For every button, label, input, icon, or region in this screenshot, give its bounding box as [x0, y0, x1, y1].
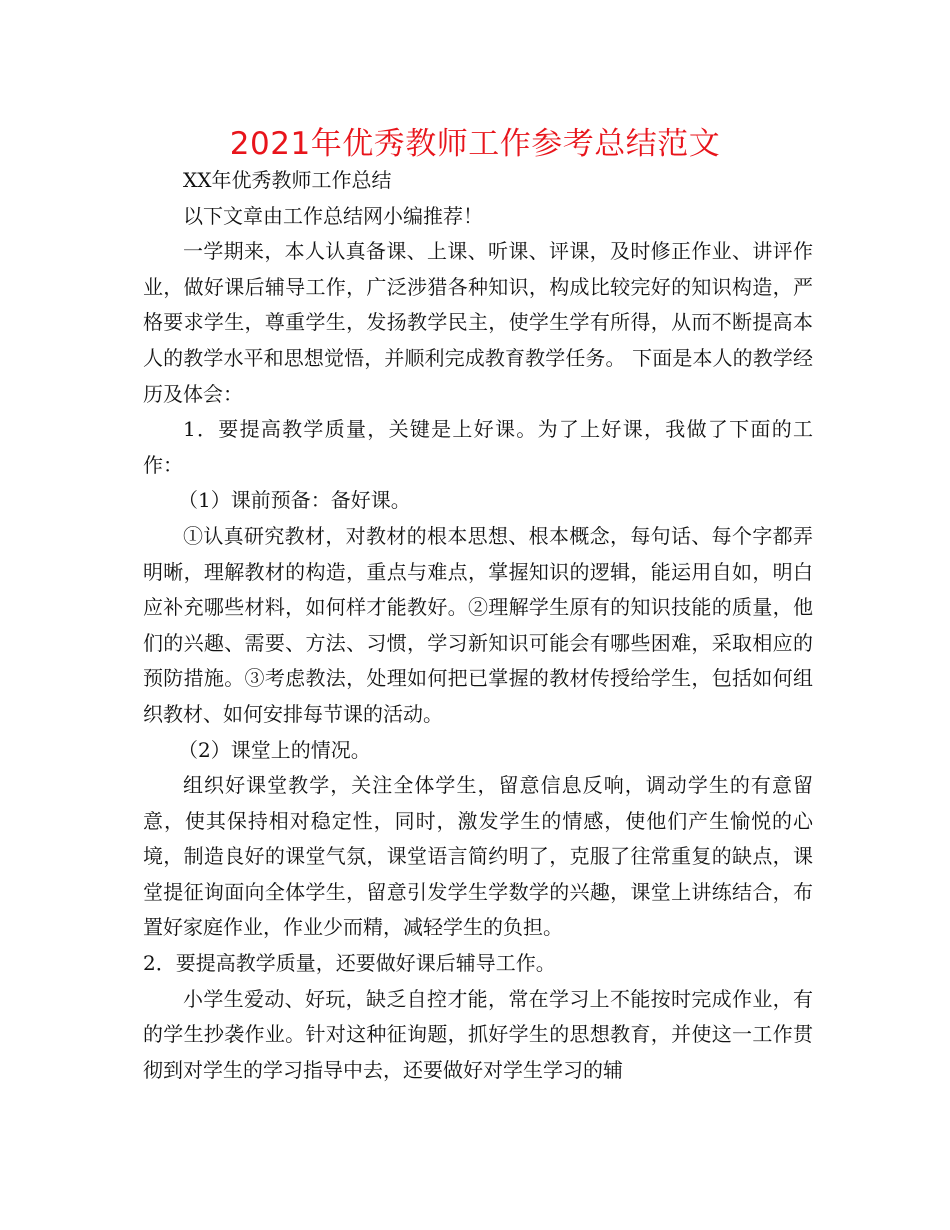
- paragraph-subtitle: XX年优秀教师工作总结: [183, 168, 392, 192]
- paragraph-section-2: 2．要提高教学质量，还要做好课后辅导工作。: [143, 951, 556, 976]
- paragraph-tutoring: 小学生爱动、好玩，缺乏自控才能，常在学习上不能按时完成作业，有的学生抄袭作业。针对这种征询题，抓好学生的思想教育，并使这一工作贯彻到对学生的学习指导中去，还要做好对学生学习的辅: [143, 986, 813, 1082]
- paragraph-subsection-1: （1）课前预备：备好课。: [178, 488, 411, 513]
- paragraph-intro: 一学期来，本人认真备课、上课、听课、评课，及时修正作业、讲评作业，做好课后辅导工作，广泛涉猎各种知识，构成比较完好的知识构造，严格要求学生，尊重学生，发扬教学民主，使学生学有所得，从而不断提高本人的教学水平和思想觉悟，并顺利完成教育教学任务。 下面是本人的教学经历及体会：: [143, 239, 813, 406]
- document-body: [143, 163, 813, 1088]
- document-title: 2021年优秀教师工作参考总结范文: [229, 126, 721, 162]
- paragraph-preparation: ①认真研究教材，对教材的根本思想、根本概念，每句话、每个字都弄明晰，理解教材的构造，重点与难点，掌握知识的逻辑，能运用自如，明白应补充哪些材料，如何样才能教好。②理解学生原有的知识技能的质量，他们的兴趣、需要、方法、习惯，学习新知识可能会有哪些困难，采取相应的预防措施。③考虑教法，处理如何把已掌握的教材传授给学生，包括如何组织教材、如何安排每节课的活动。: [143, 523, 813, 726]
- paragraph-recommendation: 以下文章由工作总结网小编推荐！: [183, 203, 483, 228]
- paragraph-section-1: 1．要提高教学质量，关键是上好课。为了上好课，我做了下面的工作：: [143, 417, 813, 477]
- paragraph-classroom: 组织好课堂教学，关注全体学生，留意信息反响，调动学生的有意留意，使其保持相对稳定性，同时，激发学生的情感，使他们产生愉悦的心境，制造良好的课堂气氛，课堂语言简约明了，克服了往常重复的缺点，课堂提征询面向全体学生，留意引发学生学数学的兴趣，课堂上讲练结合，布置好家庭作业，作业少而精，减轻学生的负担。: [143, 773, 813, 940]
- paragraph-subsection-2: （2）课堂上的情况。: [178, 737, 371, 762]
